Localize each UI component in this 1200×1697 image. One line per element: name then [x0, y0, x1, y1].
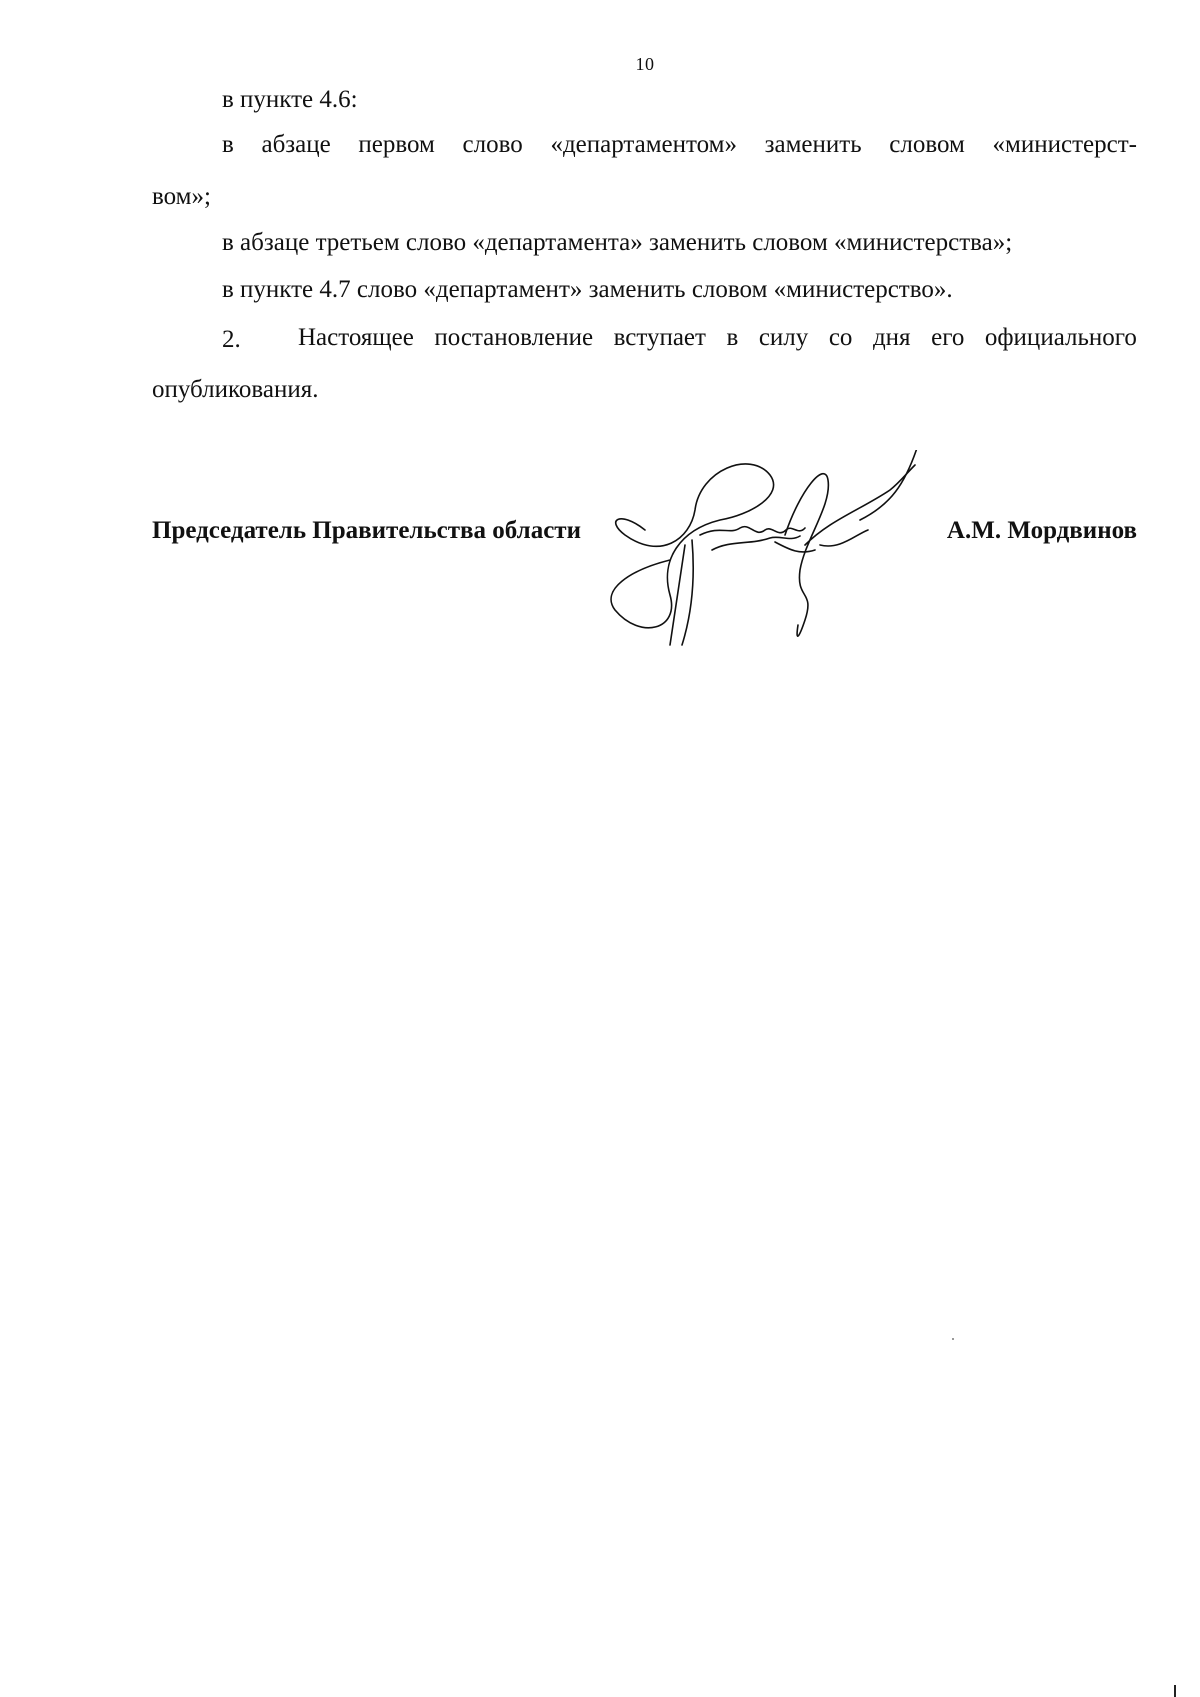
item-number: 2. [222, 326, 241, 353]
word: в [726, 324, 739, 351]
word: вступает [613, 324, 706, 351]
word: «министерст- [992, 131, 1137, 158]
word: постановление [434, 324, 594, 351]
word: его [931, 324, 965, 351]
paragraph-line-7: опубликования. [152, 376, 319, 403]
scan-speck [952, 1338, 954, 1340]
word: со [828, 324, 853, 351]
word: абзаце [261, 131, 331, 158]
word: Настоящее [298, 324, 414, 351]
word: «департаментом» [550, 131, 737, 158]
paragraph-line-3: вом»; [152, 183, 211, 210]
paragraph-line-5: в пункте 4.7 слово «департамент» заменить словом «министерство». [222, 276, 953, 303]
word: словом [889, 131, 965, 158]
word: официального [984, 324, 1137, 351]
scan-edge-mark [1174, 1685, 1176, 1697]
signatory-position: Председатель Правительства области [152, 517, 581, 544]
word: заменить [764, 131, 862, 158]
handwritten-signature [600, 450, 960, 650]
word: силу [758, 324, 809, 351]
paragraph-line-2 [222, 130, 1137, 160]
word: слово [462, 131, 523, 158]
paragraph-line-4: в абзаце третьем слово «департамента» заменить словом «министерства»; [222, 229, 1013, 256]
word: в [222, 131, 234, 158]
word: дня [872, 324, 911, 351]
word: первом [358, 131, 435, 158]
page-number: 10 [635, 54, 655, 74]
paragraph-line-1: в пункте 4.6: [222, 86, 358, 113]
paragraph-line-6 [298, 323, 1137, 353]
signatory-name: А.М. Мордвинов [946, 517, 1137, 544]
